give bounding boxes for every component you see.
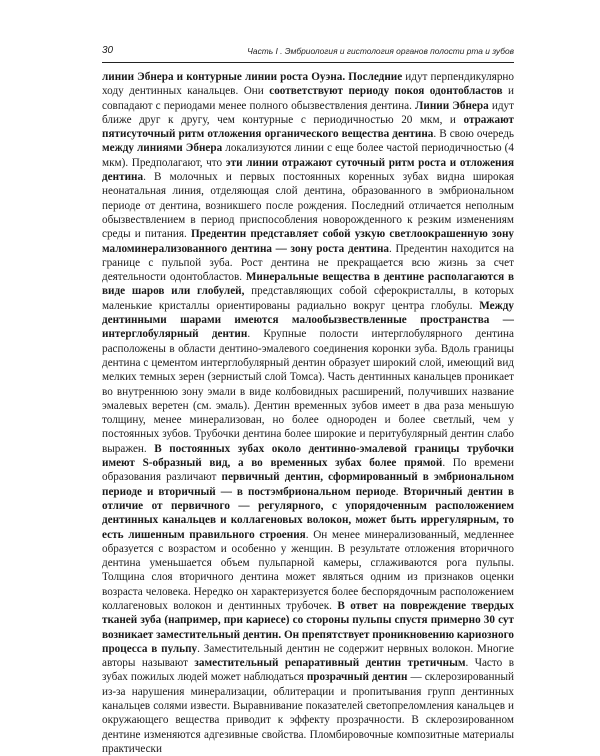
bold-text-run: Предентин представляет собой узкую светлоокрашенную зону маломинерализованного дентина — зону роста дентина xyxy=(102,228,514,255)
text-run: . xyxy=(395,485,404,498)
text-run: . В молочных и первых постоянных коренных зубах видна широкая неонатальная линия, отделяющая слой дентина, образованного в эмбриональном периоде от дентина, возникшего после рождения. Последний отличается неполным обызвествлением в период приспособления новорожденного к резким изменениям среды и питания. xyxy=(102,171,514,241)
bold-text-run: соответствуют периоду покоя одонтобластов xyxy=(269,85,503,98)
bold-text-run: Между дентинными шарами имеются малообызвествленные пространства — интерглобулярный дентин xyxy=(102,299,514,341)
text-run: локализуются линии с еще более частой периодичностью (4 мкм). Предполагают, что xyxy=(102,142,514,169)
text-run: — склерозированный из-за нарушения минерализации, облитерации и пропитывания групп дентинных канальцев солями извести. Выравнивание показателей светопреломления канальцев и окружающего вещества приводит к эффекту прозрачности. В склерозированном дентине изменяются адгезивные свойства. Пломбировочные композитные материалы практически xyxy=(102,671,514,755)
text-run: . Заместительный дентин не содержит нервных волокон. Многие авторы называют xyxy=(102,642,515,670)
bold-text-run: первичный дентин, сформированный в эмбриональном периоде и вторичный — в постэмбриональном периоде xyxy=(102,471,514,498)
chapter-title: Часть I . Эмбриология и гистология органов полости рта и зубов xyxy=(247,46,514,56)
text-run: и совпадают с периодами менее полного обызвествления дентина. xyxy=(102,85,514,112)
running-head xyxy=(102,45,514,63)
bold-text-run: отражают пятисуточный ритм отложения органического вещества дентина xyxy=(102,113,514,141)
bold-text-run: заместительный репаративный дентин третичным xyxy=(194,657,466,670)
body-text xyxy=(102,70,514,756)
bold-text-run: Линии Эбнера xyxy=(415,99,489,112)
text-run: представляющих собой сферокристаллы, в которых маленькие кристаллы ориентированы радиально вокруг центра глобулы. xyxy=(102,285,514,312)
bold-text-run: линии Эбнера и контурные линии роста Оуэна. Последние xyxy=(102,71,403,83)
text-run: . По времени образования различают xyxy=(102,457,514,484)
text-run: . Часто в зубах пожилых людей может наблюдаться xyxy=(102,657,514,684)
text-run: идут ближе друг к другу, чем контурные с периодичностью 20 мкм, и xyxy=(102,99,515,126)
text-run: . Он менее минерализованный, медленнее образуется с возрастом и особенно у женщин. В результате отложения вторичного дентина уменьшается объем пульпарной камеры, сглаживаются рога пульпы. Толщина слоя вторичного дентина может являться одним из признаков оценки возраста человека. Нередко он характеризуется более беспорядочным расположением коллагеновых волокон и дентинных трубочек. xyxy=(102,528,514,612)
bold-text-run: прозрачный дентин xyxy=(306,671,408,684)
bold-text-run: В постоянных зубах около дентинно-эмалевой границы трубочки имеют S-образный вид, а во временных зубах более прямой xyxy=(102,442,514,470)
bold-text-run: Минеральные вещества в дентине располагаются в виде шаров или глобулей, xyxy=(102,271,514,298)
bold-text-run: Вторичный дентин в отличие от первичного — регулярного, с упорядоченным расположением дентинных канальцев и коллагеновых волокон, может быть иррегулярным, то есть лишенным правильного строения xyxy=(102,485,515,541)
bold-text-run: В ответ на повреждение твердых тканей зуба (например, при кариесе) со стороны пульпы спустя примерно 30 сут возникает заместительный дентин. Он препятствует проникновению кариозного процесса в пульпу xyxy=(102,599,514,655)
text-run: . Предентин находится на границе с пульпой зуба. Рост дентина не прекращается всю жизнь за счет деятельности одонтобластов. xyxy=(102,242,514,284)
page-number: 30 xyxy=(102,45,114,56)
bold-text-run: эти линии отражают суточный ритм роста и отложения дентина xyxy=(102,156,515,184)
text-run: идут перпендикулярно ходу дентинных канальцев. Они xyxy=(102,71,514,98)
body-paragraph xyxy=(102,70,514,756)
text-run: . В свою очередь xyxy=(433,128,514,141)
text-run: . Крупные полости интерглобулярного дентина расположены в области дентино-эмалевого соединения коронки зуба. Вдоль границы дентина с цементом интерглобулярный дентин образует широкий слой, имеющий вид мелких темных зерен (зернистый слой Томса). Часть дентинных канальцев проникает во внутреннюю зону эмали в виде колбовидных расширений, получивших название эмалевых веретен (см. эмаль). Дентин временных зубов имеет в два раза меньшую толщину, менее минерализован, но более однороден и более светлый, чем у постоянных зубов. Трубочки дентина более широкие и перитубулярный дентин слабо выражен. xyxy=(102,328,514,455)
bold-text-run: между линиями Эбнера xyxy=(102,142,223,155)
